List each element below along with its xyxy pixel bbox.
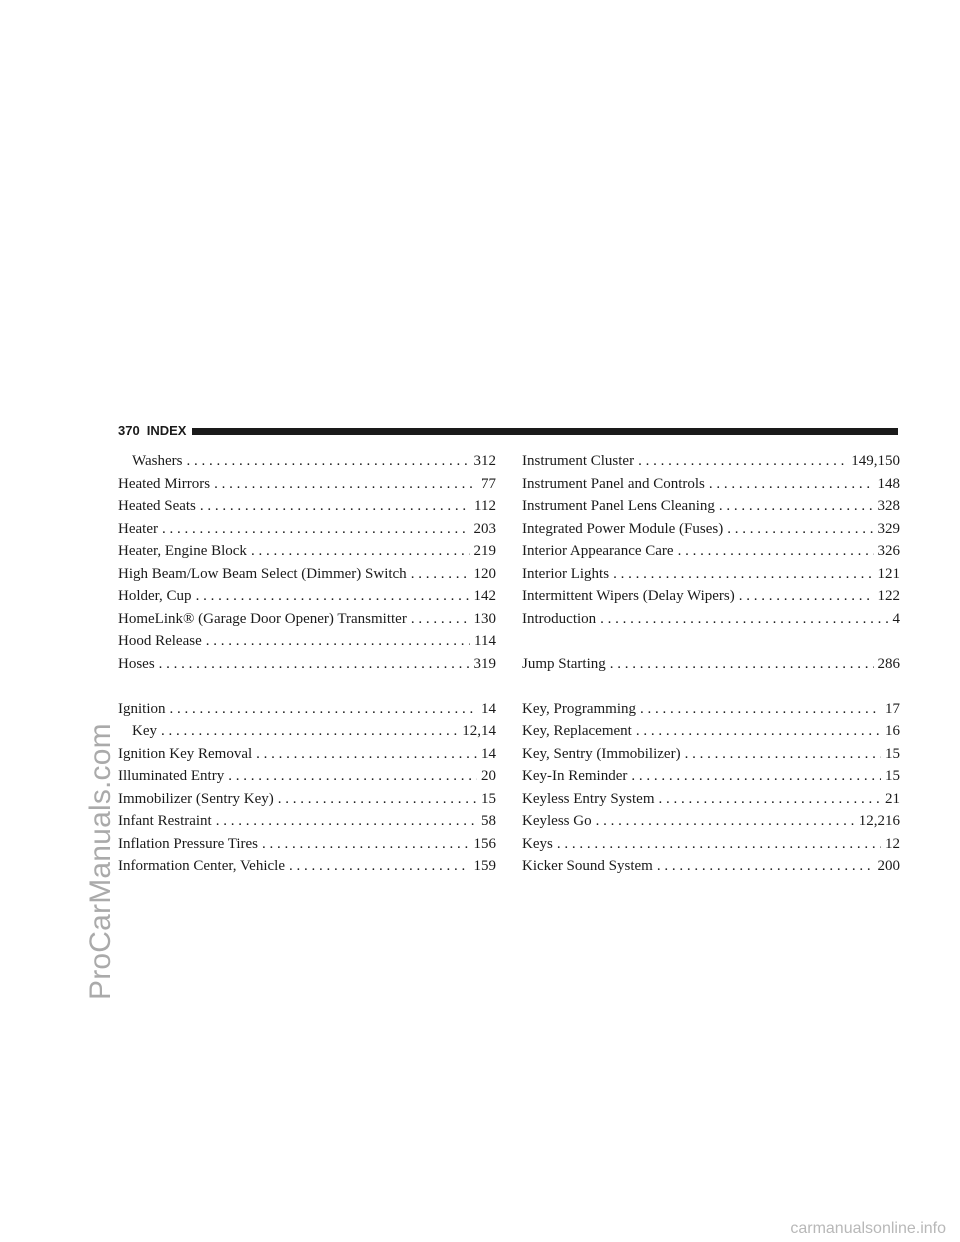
entry-label: Key xyxy=(132,723,157,739)
dot-leader xyxy=(159,653,470,676)
side-watermark: ProCarManuals.com xyxy=(84,723,117,1000)
footer-watermark: carmanualsonline.info xyxy=(790,1220,946,1237)
dot-leader xyxy=(613,563,873,586)
dot-leader xyxy=(709,473,874,496)
entry-page-number: 319 xyxy=(473,655,496,672)
entry-label: Immobilizer (Sentry Key) xyxy=(118,790,274,807)
index-group-gap xyxy=(522,675,900,698)
dot-leader xyxy=(256,743,477,766)
index-entry xyxy=(522,743,900,766)
entry-page-number: 286 xyxy=(877,655,900,672)
dot-leader xyxy=(186,450,469,473)
entry-page-number: 159 xyxy=(473,858,496,874)
index-entry xyxy=(522,653,900,676)
entry-label: Infant Restraint xyxy=(118,813,212,829)
header-rule xyxy=(192,428,898,435)
entry-label: Inflation Pressure Tires xyxy=(118,835,258,852)
entry-page-number: 121 xyxy=(877,565,900,582)
index-entry xyxy=(118,540,496,563)
index-entry xyxy=(118,608,496,631)
dot-leader xyxy=(214,473,477,496)
entry-label: Heater, Engine Block xyxy=(118,543,247,559)
index-entry xyxy=(118,585,496,608)
entry-label: Heated Seats xyxy=(118,498,196,514)
index-entry xyxy=(118,765,496,788)
index-group-gap xyxy=(118,675,496,698)
dot-leader xyxy=(638,450,847,473)
page-number: 370 xyxy=(118,423,140,438)
dot-leader xyxy=(600,608,888,631)
entry-label: Jump Starting xyxy=(522,655,606,672)
dot-leader xyxy=(685,743,881,766)
index-entry xyxy=(522,563,900,586)
dot-leader xyxy=(411,608,470,631)
entry-label: Key, Replacement xyxy=(522,723,632,739)
index-entry xyxy=(522,855,900,878)
entry-page-number: 203 xyxy=(473,520,496,537)
entry-page-number: 77 xyxy=(481,475,496,492)
entry-label: Ignition xyxy=(118,700,166,717)
index-entry xyxy=(118,495,496,518)
entry-page-number: 329 xyxy=(877,520,900,537)
entry-label: Heater xyxy=(118,520,158,537)
entry-page-number: 219 xyxy=(473,543,496,559)
entry-label: Interior Appearance Care xyxy=(522,543,674,559)
dot-leader xyxy=(262,833,470,856)
index-group-gap xyxy=(522,630,900,653)
entry-page-number: 312 xyxy=(473,453,496,469)
index-entry xyxy=(522,765,900,788)
entry-page-number: 58 xyxy=(481,813,496,829)
dot-leader xyxy=(196,585,470,608)
index-entry xyxy=(522,698,900,721)
index-column-right xyxy=(522,450,900,878)
entry-label: HomeLink® (Garage Door Opener) Transmitter xyxy=(118,610,407,627)
section-title: INDEX xyxy=(146,423,187,438)
dot-leader xyxy=(739,585,874,608)
entry-label: Hood Release xyxy=(118,633,202,649)
entry-page-number: 14 xyxy=(481,700,496,717)
entry-label: Introduction xyxy=(522,610,597,627)
entry-label: Key-In Reminder xyxy=(522,768,628,784)
dot-leader xyxy=(289,855,470,878)
entry-page-number: 200 xyxy=(877,858,900,874)
index-subentry xyxy=(118,720,496,743)
entry-page-number: 142 xyxy=(473,588,496,604)
entry-page-number: 326 xyxy=(877,543,900,559)
dot-leader xyxy=(727,518,873,541)
index-entry xyxy=(522,720,900,743)
index-entry xyxy=(522,608,900,631)
entry-label: Keyless Entry System xyxy=(522,790,655,807)
entry-label: Kicker Sound System xyxy=(522,858,653,874)
dot-leader xyxy=(631,765,881,788)
index-entry xyxy=(522,495,900,518)
entry-page-number: 12,216 xyxy=(858,813,900,829)
index-entry xyxy=(118,630,496,653)
entry-page-number: 328 xyxy=(877,498,900,514)
entry-label: Keys xyxy=(522,835,553,852)
entry-label: Illuminated Entry xyxy=(118,768,225,784)
entry-page-number: 16 xyxy=(885,723,900,739)
index-entry xyxy=(522,473,900,496)
entry-label: Heated Mirrors xyxy=(118,475,211,492)
entry-label: Integrated Power Module (Fuses) xyxy=(522,520,724,537)
entry-page-number: 149,150 xyxy=(851,453,900,469)
entry-page-number: 148 xyxy=(877,475,900,492)
entry-page-number: 14 xyxy=(481,745,496,762)
entry-label: Keyless Go xyxy=(522,813,592,829)
dot-leader xyxy=(216,810,477,833)
index-entry xyxy=(118,653,496,676)
dot-leader xyxy=(596,810,855,833)
entry-page-number: 15 xyxy=(885,768,900,784)
dot-leader xyxy=(278,788,477,811)
entry-page-number: 114 xyxy=(474,633,496,649)
dot-leader xyxy=(640,698,881,721)
entry-label: Instrument Cluster xyxy=(522,453,635,469)
dot-leader xyxy=(719,495,874,518)
dot-leader xyxy=(206,630,470,653)
entry-page-number: 15 xyxy=(885,745,900,762)
index-entry xyxy=(522,833,900,856)
index-entry xyxy=(118,563,496,586)
index-entry xyxy=(118,698,496,721)
dot-leader xyxy=(557,833,881,856)
dot-leader xyxy=(200,495,470,518)
index-entry xyxy=(522,450,900,473)
dot-leader xyxy=(161,720,458,743)
index-entry xyxy=(118,810,496,833)
entry-page-number: 112 xyxy=(474,498,496,514)
entry-label: Intermittent Wipers (Delay Wipers) xyxy=(522,588,735,604)
entry-page-number: 21 xyxy=(885,790,900,807)
index-entry xyxy=(522,788,900,811)
entry-page-number: 4 xyxy=(892,610,900,627)
entry-label: Hoses xyxy=(118,655,155,672)
index-entry xyxy=(118,788,496,811)
entry-page-number: 120 xyxy=(473,565,496,582)
index-entry xyxy=(522,540,900,563)
dot-leader xyxy=(411,563,470,586)
index-entry xyxy=(118,473,496,496)
entry-label: Instrument Panel and Controls xyxy=(522,475,705,492)
dot-leader xyxy=(228,765,477,788)
index-column-left xyxy=(118,450,496,878)
dot-leader xyxy=(162,518,470,541)
entry-label: Washers xyxy=(132,453,183,469)
entry-label: Ignition Key Removal xyxy=(118,745,253,762)
dot-leader xyxy=(170,698,478,721)
entry-page-number: 20 xyxy=(481,768,496,784)
entry-page-number: 12 xyxy=(885,835,900,852)
dot-leader xyxy=(636,720,881,743)
entry-label: Information Center, Vehicle xyxy=(118,858,285,874)
index-entry xyxy=(522,585,900,608)
dot-leader xyxy=(659,788,882,811)
index-entry xyxy=(118,833,496,856)
entry-label: Holder, Cup xyxy=(118,588,192,604)
entry-label: High Beam/Low Beam Select (Dimmer) Switch xyxy=(118,565,407,582)
index-entry xyxy=(522,810,900,833)
index-entry xyxy=(118,518,496,541)
dot-leader xyxy=(657,855,874,878)
entry-page-number: 122 xyxy=(877,588,900,604)
index-subentry xyxy=(118,450,496,473)
entry-label: Interior Lights xyxy=(522,565,610,582)
entry-page-number: 17 xyxy=(885,700,900,717)
page-header xyxy=(118,420,898,442)
entry-page-number: 130 xyxy=(473,610,496,627)
index-entry xyxy=(118,855,496,878)
dot-leader xyxy=(251,540,470,563)
index-entry xyxy=(118,743,496,766)
dot-leader xyxy=(610,653,874,676)
entry-label: Key, Sentry (Immobilizer) xyxy=(522,745,681,762)
entry-label: Key, Programming xyxy=(522,700,637,717)
entry-label: Instrument Panel Lens Cleaning xyxy=(522,498,715,514)
dot-leader xyxy=(678,540,874,563)
index-entry xyxy=(522,518,900,541)
entry-page-number: 15 xyxy=(481,790,496,807)
entry-page-number: 12,14 xyxy=(462,723,496,739)
entry-page-number: 156 xyxy=(473,835,496,852)
